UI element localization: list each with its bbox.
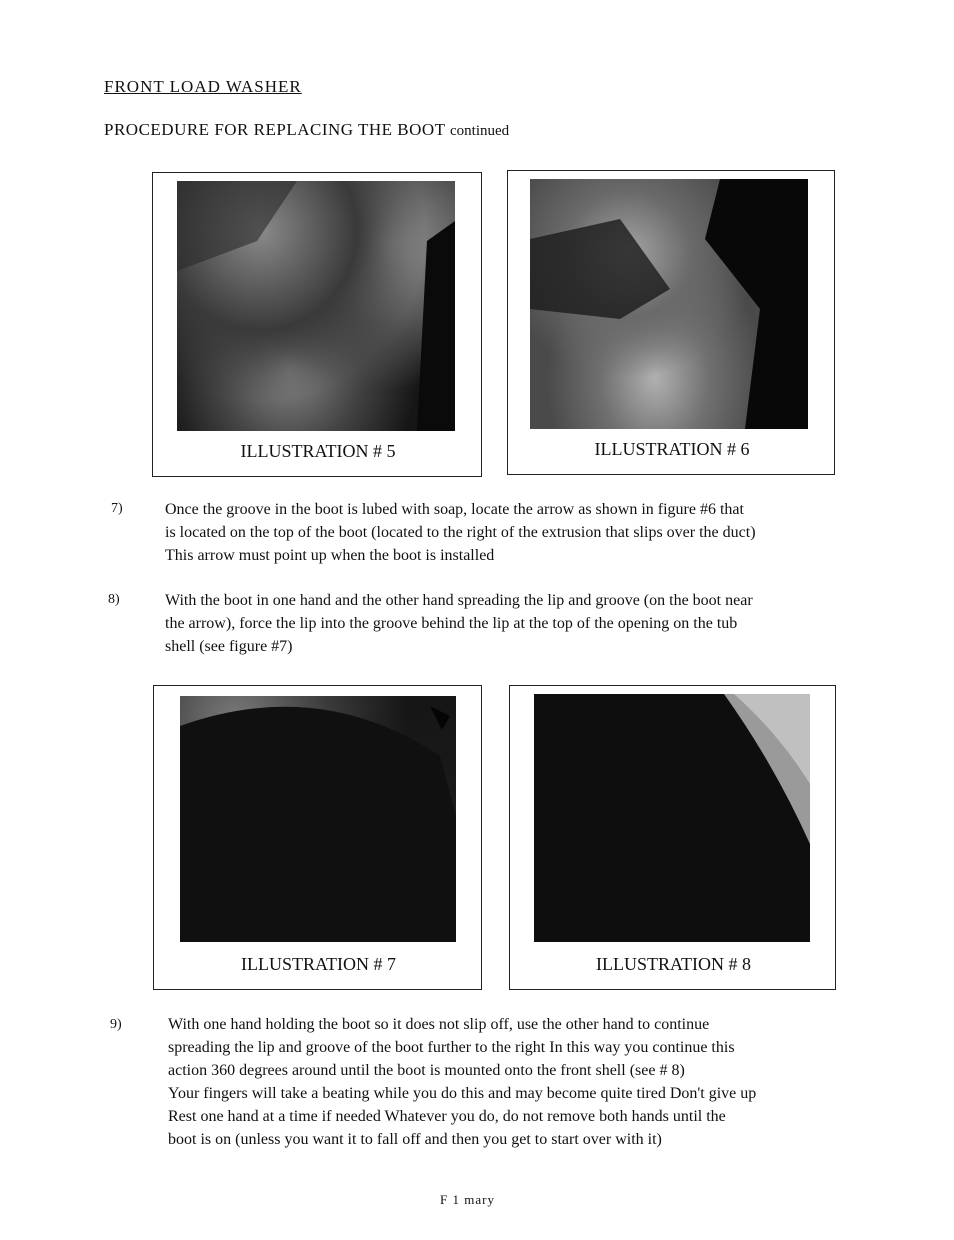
illustration-5-photo bbox=[177, 181, 455, 431]
step-7-line: is located on the top of the boot (located to the right of the extrusion that slips over the duct) bbox=[165, 524, 756, 541]
illustration-8-frame bbox=[509, 685, 836, 990]
illustration-6-shading bbox=[530, 179, 808, 429]
step-8-line: shell (see figure #7) bbox=[165, 638, 293, 655]
step-9-line: spreading the lip and groove of the boot further to the right In this way you continue this bbox=[168, 1039, 735, 1056]
illustration-7-frame bbox=[153, 685, 482, 990]
step-7-number: 7) bbox=[111, 501, 123, 516]
illustration-8-photo bbox=[534, 694, 810, 942]
illustration-7-shading bbox=[180, 696, 456, 942]
illustration-5-shading bbox=[177, 181, 455, 431]
step-8-line: the arrow), force the lip into the groove behind the lip at the top of the opening on the tub bbox=[165, 615, 738, 632]
illustration-6-frame bbox=[507, 170, 835, 475]
step-7-line: This arrow must point up when the boot is installed bbox=[165, 547, 495, 564]
illustration-8-shading bbox=[534, 694, 810, 942]
step-9-line: With one hand holding the boot so it does not slip off, use the other hand to continue bbox=[168, 1016, 710, 1033]
page-title: FRONT LOAD WASHER bbox=[104, 77, 302, 96]
illustration-6-caption: ILLUSTRATION # 6 bbox=[594, 439, 750, 459]
section-continued: continued bbox=[450, 123, 510, 139]
step-8-line: With the boot in one hand and the other hand spreading the lip and groove (on the boot near bbox=[165, 592, 753, 609]
step-7-text bbox=[165, 498, 830, 567]
illustration-5-frame bbox=[152, 172, 482, 477]
illustration-7-photo bbox=[180, 696, 456, 942]
step-8-text bbox=[165, 589, 830, 658]
step-9-text bbox=[168, 1013, 838, 1151]
illustration-8-caption: ILLUSTRATION # 8 bbox=[596, 954, 751, 974]
step-9-number: 9) bbox=[110, 1017, 122, 1032]
section-title bbox=[104, 120, 509, 140]
page-footer: F 1 mary bbox=[440, 1192, 495, 1207]
illustration-7-caption: ILLUSTRATION # 7 bbox=[241, 954, 396, 974]
step-9-line: Rest one hand at a time if needed Whatever you do, do not remove both hands until the bbox=[168, 1108, 726, 1125]
step-8-number: 8) bbox=[108, 592, 120, 607]
illustration-6-photo bbox=[530, 179, 808, 429]
step-7-line: Once the groove in the boot is lubed with soap, locate the arrow as shown in figure #6 that bbox=[165, 501, 744, 518]
step-9-line: Your fingers will take a beating while you do this and may become quite tired Don't give up bbox=[168, 1085, 757, 1102]
step-9-line: boot is on (unless you want it to fall off and then you get to start over with it) bbox=[168, 1131, 662, 1148]
section-title-text: PROCEDURE FOR REPLACING THE BOOT bbox=[104, 120, 446, 139]
illustration-5-caption: ILLUSTRATION # 5 bbox=[240, 441, 396, 461]
step-9-line: action 360 degrees around until the boot is mounted onto the front shell (see # 8) bbox=[168, 1062, 685, 1079]
